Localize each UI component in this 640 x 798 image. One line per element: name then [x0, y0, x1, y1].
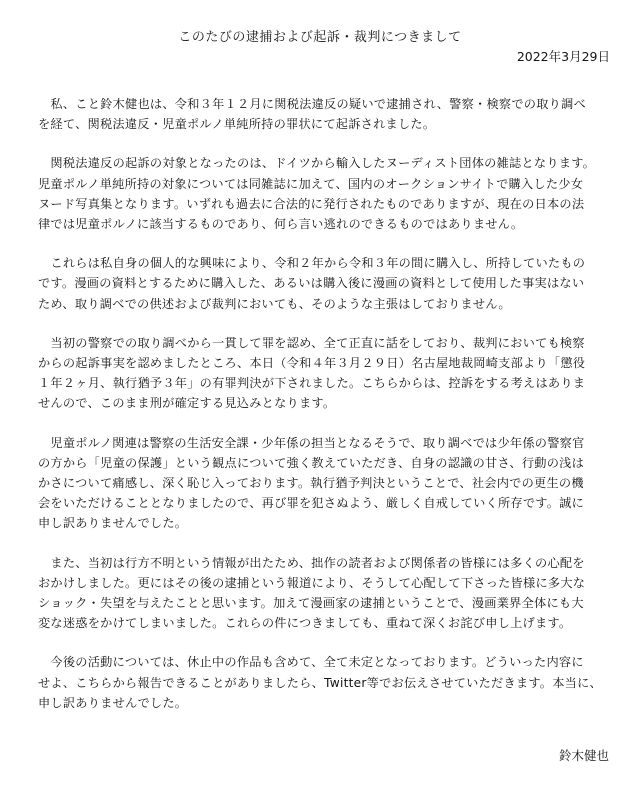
document-title: このたびの逮捕および起訴・裁判につきまして [178, 30, 462, 45]
text-line: です。漫画の資料とするために購入した、あるいは購入後に漫画の資料として使用した事実はない [38, 276, 585, 291]
document-date: 2022年3月29日 [516, 49, 610, 64]
text-line: せよ、こちらから報告できることがありましたら、Twitter等でお伝えさせていただきます。本当に、 [38, 675, 602, 690]
text-line: また、当初は行方不明という情報が出たため、拙作の読者および関係者の皆様には多くの心配を [38, 555, 585, 570]
text-line: 会をいただけることとなりましたので、再び罪を犯さぬよう、厳しく自戒していく所存です。誠に [38, 496, 585, 511]
paragraph-purchase [38, 253, 614, 314]
text-line: 変な迷惑をかけてしまいました。これらの件につきましても、重ねて深くお詫び申し上げます。 [38, 616, 572, 631]
text-line: ため、取り調べでの供述および裁判においても、そのような主張はしておりません。 [38, 296, 511, 311]
text-line: 申し訳ありませんでした。 [38, 695, 188, 710]
text-line: 児童ポルノ単純所持の対象については同雑誌に加えて、国内のオークションサイトで購入した少女 [38, 176, 584, 191]
text-line: 律では児童ポルノに該当するものであり、何ら言い逃れのできるものではありません。 [38, 217, 524, 232]
text-line: 関税法違反の起訴の対象となったのは、ドイツから輸入したヌーディスト団体の雑誌となります。 [38, 156, 596, 171]
text-line: かさについて痛感し、深く恥じ入っております。執行猶予判決ということで、社会内での更生の機 [38, 476, 584, 491]
text-line: の方から「児童の保護」という観点について強く教えていただき、自身の認識の甘さ、行動の浅は [38, 455, 585, 470]
text-line: 申し訳ありませんでした。 [38, 516, 188, 531]
text-line: 今後の活動については、休止中の作品も含めて、全て未定となっております。どういった内容に [38, 655, 584, 670]
text-line: ヌード写真集となります。いずれも過去に合法的に発行されたものでありますが、現在の日本の法 [38, 196, 585, 211]
paragraph-verdict [38, 333, 614, 414]
paragraph-charges [38, 153, 614, 234]
text-line: ショック・失望を与えたことと思います。加えて漫画家の逮捕ということで、漫画業界全体にも大 [38, 596, 584, 611]
signature-name: 鈴木健也 [558, 748, 609, 763]
text-line: これらは私自身の個人的な興味により、令和２年から令和３年の間に購入し、所持していたもの [38, 256, 586, 271]
document-body [38, 94, 614, 732]
paragraph-future [38, 652, 614, 713]
paragraph-reflection [38, 433, 614, 534]
text-line: を経て、関税法違反・児童ポルノ単純所持の罪状にて起訴されました。 [38, 117, 436, 132]
text-line: 私、こと鈴木健也は、令和３年１２月に関税法違反の疑いで逮捕され、警察・検察での取り調べ [38, 97, 586, 111]
text-line: 児童ポルノ関連は警察の生活安全課・少年係の担当となるそうで、取り調べでは少年係の警察官 [38, 435, 585, 450]
text-line: せんので、このまま刑が確定する見込みとなります。 [38, 396, 336, 411]
text-line: 当初の警察での取り調べから一貫して罪を認め、全て正直に話をしており、裁判においても検察 [38, 335, 585, 350]
paragraph-apology [38, 553, 614, 634]
paragraph-arrest [38, 94, 614, 134]
text-line: １年２ヶ月、執行猶予３年」の有罪判決が下されました。こちらからは、控訴をする考えはありま [38, 376, 586, 391]
text-line: からの起訴事実を認めましたところ、本日（令和４年３月２９日）名古屋地裁岡崎支部より「懲役 [38, 356, 586, 371]
text-line: おかけしました。更にはその後の逮捕という報道により、そうして心配して下さった皆様に多大な [38, 575, 586, 590]
